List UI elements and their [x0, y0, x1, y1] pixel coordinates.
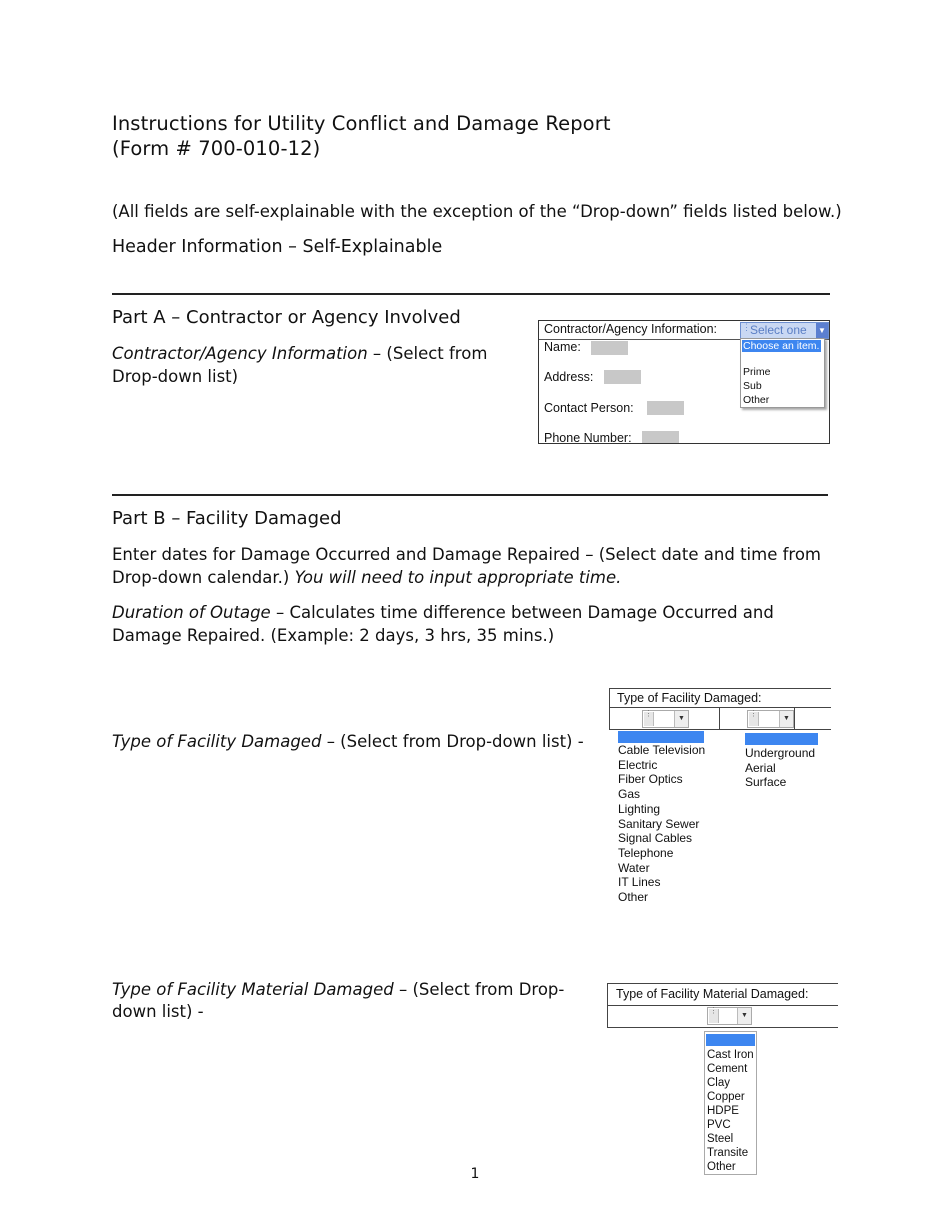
dropdown-option-sub[interactable]: Sub [743, 380, 762, 392]
part-a-heading: Part A – Contractor or Agency Involved [112, 307, 461, 328]
material-widget-label: Type of Facility Material Damaged: [616, 987, 809, 1001]
title-line-2: (Form # 700-010-12) [112, 137, 321, 160]
drag-grip-icon: ⋮ [709, 1009, 719, 1023]
chevron-down-icon[interactable]: ▼ [779, 711, 793, 727]
name-label: Name: [544, 340, 581, 354]
duration-line-1: – Calculates time difference between Damage Occurred and [275, 603, 774, 622]
drag-grip-icon: ⋮ [644, 712, 654, 726]
contact-person-field[interactable] [647, 401, 684, 415]
contractor-dropdown-list [740, 338, 825, 408]
material-select[interactable] [707, 1007, 752, 1025]
option-steel[interactable]: Steel [707, 1133, 734, 1145]
drag-grip-icon: ⋮ [742, 322, 751, 332]
title-line-1: Instructions for Utility Conflict and Damage Report [112, 112, 611, 135]
part-b-heading: Part B – Facility Damaged [112, 508, 342, 529]
facility-location-highlight [745, 733, 818, 745]
contractor-select-value: Select one [750, 323, 807, 337]
material-highlight [706, 1034, 755, 1046]
facility-field-name: Type of Facility Damaged [112, 732, 322, 751]
duration-field-name: Duration of Outage [112, 603, 271, 622]
part-a-description [112, 342, 512, 388]
dates-line-2: Drop-down calendar.) [112, 568, 290, 587]
option-pvc[interactable]: PVC [707, 1119, 731, 1131]
option-other-material[interactable]: Other [707, 1161, 736, 1173]
option-clay[interactable]: Clay [707, 1077, 731, 1089]
option-lighting[interactable]: Lighting [618, 801, 661, 816]
material-desc-1: – (Select from Drop- [398, 980, 565, 999]
option-hdpe[interactable]: HDPE [707, 1105, 739, 1117]
option-signal-cables[interactable]: Signal Cables [618, 831, 693, 846]
page-number: 1 [470, 1166, 480, 1182]
part-a-field-name: Contractor/Agency Information [112, 344, 368, 363]
material-damaged-widget [607, 983, 838, 1029]
contractor-info-widget [538, 320, 830, 444]
material-instruction [112, 979, 582, 1023]
part-a-desc-1: – (Select from [372, 344, 488, 363]
material-desc-2: down list) - [112, 1002, 204, 1021]
facility-type-options [618, 743, 705, 905]
facility-instruction [112, 730, 584, 753]
option-fiber-optics[interactable]: Fiber Optics [618, 772, 683, 787]
phone-number-label: Phone Number: [544, 431, 632, 444]
dates-instruction [112, 543, 852, 589]
dropdown-option-prime[interactable]: Prime [743, 366, 771, 378]
divider-2 [112, 494, 828, 496]
option-cast-iron[interactable]: Cast Iron [707, 1049, 754, 1061]
document-title [112, 111, 611, 161]
facility-location-options [745, 746, 815, 790]
dates-line-1: Enter dates for Damage Occurred and Damage Repaired – (Select date and time from [112, 545, 821, 564]
option-aerial[interactable]: Aerial [745, 760, 776, 775]
address-label: Address: [544, 370, 594, 384]
option-other[interactable]: Other [618, 890, 649, 905]
facility-desc: – (Select from Drop-down list) - [326, 732, 584, 751]
dropdown-option-other[interactable]: Other [743, 394, 770, 406]
material-dropdown-list [704, 1031, 757, 1175]
option-it-lines[interactable]: IT Lines [618, 875, 661, 890]
chevron-down-icon[interactable]: ▼ [674, 711, 688, 727]
header-info-text: Header Information – Self-Explainable [112, 237, 443, 257]
option-transite[interactable]: Transite [707, 1147, 749, 1159]
contractor-widget-label: Contractor/Agency Information: [544, 322, 717, 336]
option-water[interactable]: Water [618, 860, 650, 875]
dropdown-option-choose[interactable]: Choose an item. [743, 340, 820, 352]
facility-damaged-widget [609, 688, 831, 730]
contractor-select[interactable] [740, 322, 829, 339]
chevron-down-icon[interactable]: ▼ [816, 323, 828, 338]
option-sanitary-sewer[interactable]: Sanitary Sewer [618, 816, 700, 831]
contact-person-label: Contact Person: [544, 401, 634, 415]
material-options [707, 1048, 754, 1174]
name-field[interactable] [591, 341, 628, 355]
option-gas[interactable]: Gas [618, 787, 641, 802]
option-telephone[interactable]: Telephone [618, 845, 674, 860]
chevron-down-icon[interactable]: ▼ [737, 1008, 751, 1024]
facility-type-highlight [618, 731, 704, 743]
option-underground[interactable]: Underground [745, 746, 816, 760]
option-cement[interactable]: Cement [707, 1063, 748, 1075]
part-a-desc-2: Drop-down list) [112, 367, 239, 386]
divider-1 [112, 293, 830, 295]
duration-line-2: Damage Repaired. (Example: 2 days, 3 hrs, 35 mins.) [112, 626, 555, 645]
facility-widget-label: Type of Facility Damaged: [617, 691, 762, 705]
dates-line-2-italic: You will need to input appropriate time. [294, 568, 622, 587]
option-electric[interactable]: Electric [618, 757, 658, 772]
option-cable-television[interactable]: Cable Television [618, 743, 706, 757]
option-copper[interactable]: Copper [707, 1091, 745, 1103]
intro-text: (All fields are self-explainable with the exception of the “Drop-down” fields listed below.) [112, 202, 842, 221]
address-field[interactable] [604, 370, 641, 384]
facility-type-select[interactable] [642, 710, 689, 728]
phone-number-field[interactable] [642, 431, 679, 444]
facility-location-select[interactable] [747, 710, 794, 728]
option-surface[interactable]: Surface [745, 775, 787, 790]
material-field-name: Type of Facility Material Damaged [112, 980, 394, 999]
drag-grip-icon: ⋮ [749, 712, 759, 726]
duration-instruction [112, 601, 852, 647]
